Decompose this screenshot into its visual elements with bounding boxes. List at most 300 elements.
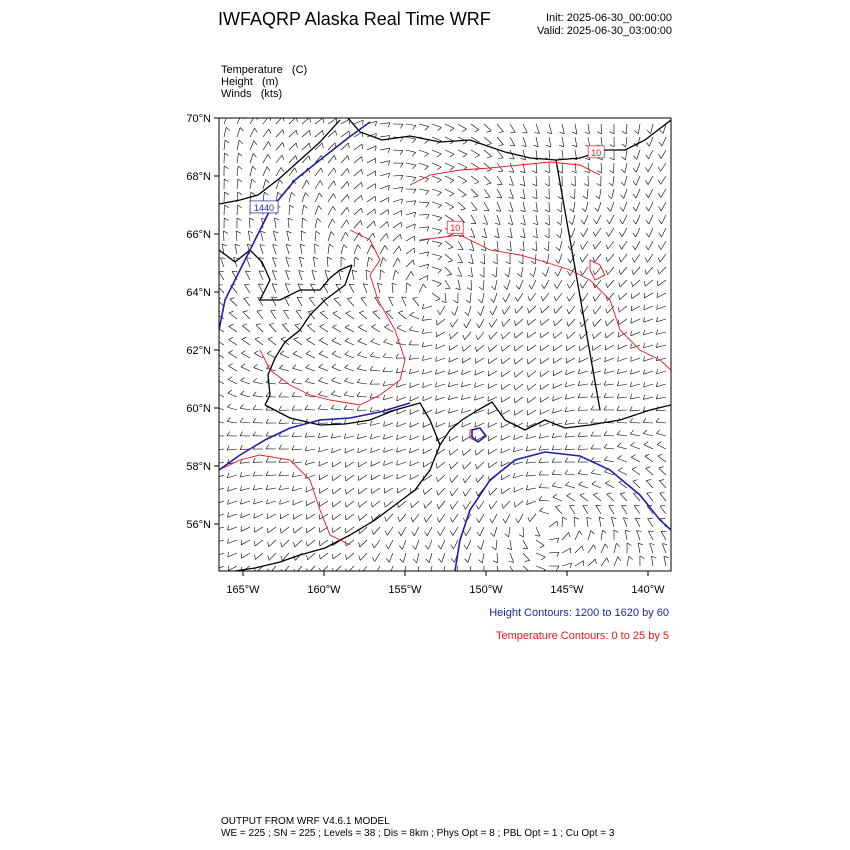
wind-barb xyxy=(406,212,416,217)
wind-barb xyxy=(578,470,588,475)
wind-barb xyxy=(328,194,336,202)
wind-barb xyxy=(488,371,497,376)
wind-barb xyxy=(593,493,601,501)
wind-barb xyxy=(254,527,263,532)
wind-barb xyxy=(611,517,616,527)
wind-barb xyxy=(331,405,341,410)
wind-barb xyxy=(618,344,627,349)
wind-barb xyxy=(464,319,471,328)
wind-barb xyxy=(575,561,584,566)
wind-barb xyxy=(257,310,263,319)
wind-barb xyxy=(267,499,277,504)
wind-barb xyxy=(458,241,463,250)
wind-barb xyxy=(633,215,640,224)
wind-barb xyxy=(237,140,243,150)
wind-barb xyxy=(216,337,225,345)
wind-barb xyxy=(596,505,601,514)
wind-barb xyxy=(634,505,640,514)
wind-barb xyxy=(545,150,550,160)
wind-barb xyxy=(510,124,515,133)
wind-barb xyxy=(389,297,394,306)
wind-barb xyxy=(656,394,666,399)
wind-barb xyxy=(458,163,467,170)
wind-barb xyxy=(578,406,588,410)
wind-barb xyxy=(227,473,237,478)
wind-barb xyxy=(513,473,523,478)
wind-barb xyxy=(646,189,653,198)
wind-barb xyxy=(224,179,229,189)
wind-barb xyxy=(630,418,640,423)
field-name: Temperature xyxy=(221,64,283,76)
wind-barb xyxy=(497,124,503,133)
wind-barb xyxy=(501,435,510,440)
wind-barb xyxy=(237,115,244,124)
wind-barb xyxy=(515,384,524,390)
wind-barb xyxy=(432,254,442,260)
wind-barb xyxy=(367,221,375,228)
wind-barb xyxy=(436,344,445,349)
wind-barb xyxy=(372,501,381,507)
wind-barb xyxy=(244,298,250,307)
temperature-contour-legend: Temperature Contours: 0 to 25 by 5 xyxy=(495,630,669,642)
wind-barb xyxy=(509,553,514,562)
wind-barb xyxy=(306,514,315,519)
wind-barb xyxy=(488,462,497,468)
wind-barb xyxy=(280,514,289,519)
wind-barb xyxy=(631,369,641,374)
wind-barb xyxy=(554,293,562,301)
temperature-contour-label xyxy=(588,146,604,158)
wind-barb xyxy=(293,500,302,505)
wind-barb xyxy=(397,409,406,414)
wind-barb xyxy=(588,530,594,540)
wind-barb xyxy=(228,525,237,530)
wind-barb xyxy=(246,258,251,267)
wind-barb xyxy=(632,280,640,287)
wind-barb xyxy=(553,396,562,401)
wind-barb xyxy=(328,232,334,242)
wind-barb xyxy=(393,187,403,192)
wind-barb xyxy=(645,254,653,262)
wind-barb xyxy=(437,514,445,522)
wind-barb xyxy=(448,395,458,400)
wind-barb xyxy=(248,231,253,241)
svg-text:1440: 1440 xyxy=(254,202,275,213)
wind-barb xyxy=(383,367,393,372)
wind-barb xyxy=(519,527,523,537)
wind-barb xyxy=(384,325,393,333)
wind-barb xyxy=(380,233,388,241)
wind-barb xyxy=(449,345,458,350)
wind-barb xyxy=(491,527,497,537)
wind-barb xyxy=(432,150,441,157)
wind-barb xyxy=(450,449,459,455)
wind-barb xyxy=(488,422,497,427)
wind-barb xyxy=(506,254,510,264)
wind-barb xyxy=(463,345,472,351)
wind-barb xyxy=(510,566,515,575)
wind-barb xyxy=(493,254,497,264)
wind-barb xyxy=(606,241,614,249)
wind-barb xyxy=(618,455,627,462)
wind-barb xyxy=(302,130,311,137)
wind-barb xyxy=(535,527,540,536)
wind-barb xyxy=(489,332,497,339)
wind-barb xyxy=(425,527,432,536)
wind-barb xyxy=(409,326,419,332)
wind-barb xyxy=(552,445,562,450)
lat-tick-label: 56°N xyxy=(186,519,211,531)
wind-barb xyxy=(450,462,458,469)
wind-barb xyxy=(438,527,446,536)
wind-barb xyxy=(402,297,407,306)
wind-barb xyxy=(502,332,510,339)
wind-barb xyxy=(565,458,575,462)
height-contour-label xyxy=(250,201,278,213)
wind-barb xyxy=(273,231,278,241)
wind-barb xyxy=(449,357,458,362)
wind-barb xyxy=(534,137,539,147)
wind-barb xyxy=(501,423,510,428)
wind-barb xyxy=(419,124,429,130)
wind-barb xyxy=(344,378,354,384)
wind-barb xyxy=(570,202,576,212)
wind-barb xyxy=(274,218,279,228)
wind-barb xyxy=(345,514,354,520)
wind-barb xyxy=(289,205,294,215)
wind-barb xyxy=(383,381,393,386)
wind-barb xyxy=(533,215,538,225)
wind-barb xyxy=(509,189,514,198)
wind-barb xyxy=(254,513,263,518)
wind-barb xyxy=(302,180,309,189)
wind-barb xyxy=(250,154,257,164)
wind-barb xyxy=(575,531,582,540)
wind-barb xyxy=(332,514,341,520)
wind-barb xyxy=(255,553,264,560)
wind-barb xyxy=(268,337,276,345)
wind-barb xyxy=(533,202,538,212)
wind-barb xyxy=(510,137,515,146)
lat-tick-label: 66°N xyxy=(186,229,211,241)
wind-barb xyxy=(617,381,627,386)
wind-barb xyxy=(572,124,577,134)
wind-barb xyxy=(432,202,442,208)
wind-barb xyxy=(644,356,654,361)
wind-barb xyxy=(527,332,536,338)
wind-barb xyxy=(478,293,484,303)
wind-barb xyxy=(633,176,640,185)
wind-barb xyxy=(332,462,341,467)
wind-barb xyxy=(380,173,390,178)
wind-barb xyxy=(228,499,237,504)
wind-barb xyxy=(437,462,446,468)
wind-barb xyxy=(515,371,524,377)
wind-barb xyxy=(331,391,341,397)
wind-barb xyxy=(437,501,445,509)
wind-barb xyxy=(545,202,549,212)
wind-barb xyxy=(341,168,349,176)
wind-barb xyxy=(384,474,393,479)
wind-barb xyxy=(432,293,440,301)
wind-barb xyxy=(358,475,367,481)
wind-barb xyxy=(503,293,510,302)
wind-barb xyxy=(227,418,237,424)
wind-barb xyxy=(306,474,315,479)
wind-barb xyxy=(489,319,497,327)
wind-barb xyxy=(268,553,276,560)
wind-barb xyxy=(354,169,363,176)
wind-barb xyxy=(437,488,445,495)
wind-barb xyxy=(289,192,295,202)
lon-tick-label: 145°W xyxy=(550,584,584,596)
wind-barb xyxy=(539,458,549,462)
wind-barb xyxy=(371,461,380,466)
wind-barb xyxy=(294,337,302,345)
wind-barb xyxy=(228,364,237,372)
wind-barb xyxy=(480,267,484,277)
wind-barb xyxy=(488,358,497,364)
wind-barb xyxy=(380,210,389,216)
wind-barb xyxy=(607,215,614,224)
wind-barb xyxy=(484,202,489,211)
wind-barb xyxy=(644,305,653,310)
wind-barb xyxy=(631,455,640,462)
wind-barb xyxy=(393,124,403,128)
wind-barb xyxy=(660,493,666,502)
wind-barb xyxy=(527,397,536,403)
wind-barb xyxy=(463,449,472,455)
wind-barb xyxy=(432,189,441,196)
wind-barb xyxy=(539,471,549,475)
wind-barb xyxy=(347,298,354,306)
wind-barb xyxy=(380,123,390,128)
wind-barb xyxy=(609,163,614,173)
wind-barb xyxy=(606,267,614,275)
wind-barb xyxy=(604,369,614,374)
wind-barb xyxy=(367,171,376,176)
wind-barb xyxy=(267,514,276,519)
wind-barb xyxy=(318,391,328,397)
wind-barb xyxy=(250,166,256,176)
axis-ticks xyxy=(186,113,665,596)
wind-barb xyxy=(541,306,549,313)
wind-barb xyxy=(284,310,289,319)
wind-barb xyxy=(632,467,640,475)
wind-barb xyxy=(553,371,562,376)
wind-barb xyxy=(436,357,445,362)
wind-barb xyxy=(358,448,367,453)
wind-barb xyxy=(409,369,419,374)
wind-barb xyxy=(515,306,523,313)
wind-barb xyxy=(484,189,490,198)
wind-barb xyxy=(514,410,523,415)
wind-barb xyxy=(406,201,416,206)
wind-barb xyxy=(451,540,458,549)
wind-barb xyxy=(410,461,419,466)
wind-barb xyxy=(393,211,402,216)
wind-barb xyxy=(527,410,536,415)
wind-barb xyxy=(559,150,564,160)
wind-barb xyxy=(614,530,618,540)
wind-barb xyxy=(276,167,284,176)
wind-barb xyxy=(320,324,328,332)
wind-barb xyxy=(545,228,549,238)
wind-barb xyxy=(604,393,614,397)
wind-barb xyxy=(215,390,224,397)
wind-barb xyxy=(635,124,641,134)
wind-barb xyxy=(398,514,406,522)
wind-barb xyxy=(349,284,354,293)
wind-barb xyxy=(354,257,359,267)
wind-barb xyxy=(406,150,416,156)
wind-barb xyxy=(488,384,497,389)
wind-barb xyxy=(406,283,411,293)
wind-barb xyxy=(523,566,531,574)
wind-barb xyxy=(540,397,549,402)
wind-barb xyxy=(448,382,458,387)
wind-barb xyxy=(621,176,627,186)
wind-barb xyxy=(345,325,354,332)
wind-barb xyxy=(315,181,323,190)
wind-barb xyxy=(631,357,640,362)
wind-barb xyxy=(341,156,349,163)
wind-barb xyxy=(344,405,354,410)
wind-barb xyxy=(601,558,609,566)
wind-barb xyxy=(241,499,251,504)
wind-barb xyxy=(450,514,458,522)
wind-barb xyxy=(320,311,328,319)
wind-barb xyxy=(540,410,549,415)
wind-barb xyxy=(540,345,549,351)
wind-barb xyxy=(592,357,601,362)
wind-barb xyxy=(471,215,476,224)
wind-barb xyxy=(476,462,484,469)
wind-barb xyxy=(450,488,458,496)
wind-barb xyxy=(545,176,549,186)
wind-barb xyxy=(646,480,653,488)
wind-barb xyxy=(583,189,588,199)
temperature-contour-label xyxy=(447,221,463,233)
wind-barb xyxy=(398,311,406,319)
wind-barb xyxy=(659,202,666,211)
wind-barb xyxy=(617,431,627,436)
wind-barb xyxy=(475,422,484,427)
wind-barb xyxy=(266,419,276,423)
wind-barb xyxy=(658,267,666,274)
wind-barb xyxy=(332,377,341,384)
wind-barb xyxy=(633,228,640,237)
wind-barb xyxy=(393,234,401,241)
wind-barb xyxy=(250,128,257,137)
wind-barb xyxy=(593,241,601,249)
wind-barb xyxy=(410,435,419,440)
wind-barb xyxy=(657,293,666,298)
wind-barb xyxy=(565,394,575,399)
wind-barb xyxy=(477,319,484,328)
wind-barb xyxy=(592,345,601,351)
wind-barb xyxy=(463,501,471,509)
wind-barb xyxy=(378,283,383,293)
wind-barb xyxy=(643,418,653,423)
wind-barb xyxy=(605,332,614,338)
wind-barb xyxy=(477,514,485,523)
wind-barb xyxy=(658,454,666,462)
wind-barb xyxy=(354,208,362,215)
wind-barb xyxy=(380,245,388,254)
wind-barb xyxy=(647,493,653,502)
wind-barb xyxy=(492,267,497,277)
wind-barb xyxy=(553,494,562,501)
wind-barb xyxy=(228,539,237,544)
wind-barb xyxy=(424,514,432,522)
wind-barb xyxy=(328,219,335,228)
wind-barb xyxy=(419,163,428,170)
wind-barb xyxy=(332,338,341,345)
wind-barb xyxy=(419,176,429,182)
wind-barb xyxy=(254,540,263,546)
height-contour-legend: Height Contours: 1200 to 1620 by 60 xyxy=(489,607,669,619)
wind-barb xyxy=(237,218,241,228)
wind-barb xyxy=(488,409,497,414)
wind-barb xyxy=(319,461,328,466)
coast-segment xyxy=(556,160,600,410)
wind-barb xyxy=(372,324,381,332)
wind-barb xyxy=(272,297,277,306)
wind-barb xyxy=(567,319,575,326)
wind-barb xyxy=(359,566,367,574)
footer-model-line: OUTPUT FROM WRF V4.6.1 MODEL xyxy=(221,816,390,827)
wind-barb xyxy=(423,383,432,388)
wind-barb xyxy=(272,284,277,293)
wind-barb xyxy=(445,280,450,289)
wind-barb xyxy=(462,408,472,413)
wind-barb xyxy=(406,260,414,267)
wind-barb xyxy=(268,540,276,547)
wind-barb xyxy=(631,331,640,336)
wind-barb xyxy=(341,207,349,215)
wind-barb xyxy=(488,436,497,441)
wind-barb xyxy=(476,475,484,483)
wind-barb xyxy=(463,462,471,469)
wind-barb xyxy=(574,517,578,527)
wind-barb xyxy=(345,527,354,533)
wind-barb xyxy=(532,241,536,251)
wind-barb xyxy=(341,220,349,228)
wind-barb xyxy=(263,116,271,124)
wind-barb xyxy=(544,241,549,251)
wind-barb xyxy=(393,270,399,280)
wind-barb xyxy=(266,471,276,476)
wind-barb xyxy=(593,254,601,262)
wind-barb xyxy=(410,383,419,388)
wind-barb xyxy=(236,231,241,241)
wind-barb xyxy=(605,357,614,362)
wind-barb xyxy=(458,189,466,197)
wind-barb xyxy=(319,447,329,452)
wind-barb xyxy=(423,449,432,454)
wind-barb xyxy=(456,280,461,290)
wind-barb xyxy=(419,252,429,257)
wind-barb xyxy=(527,500,536,505)
wind-barb xyxy=(583,505,588,514)
wind-barb xyxy=(331,433,341,438)
wind-barb xyxy=(263,154,270,163)
wind-barb xyxy=(307,324,315,332)
wind-barb xyxy=(281,337,289,345)
wind-barb xyxy=(593,332,601,339)
wind-barb xyxy=(528,514,536,522)
